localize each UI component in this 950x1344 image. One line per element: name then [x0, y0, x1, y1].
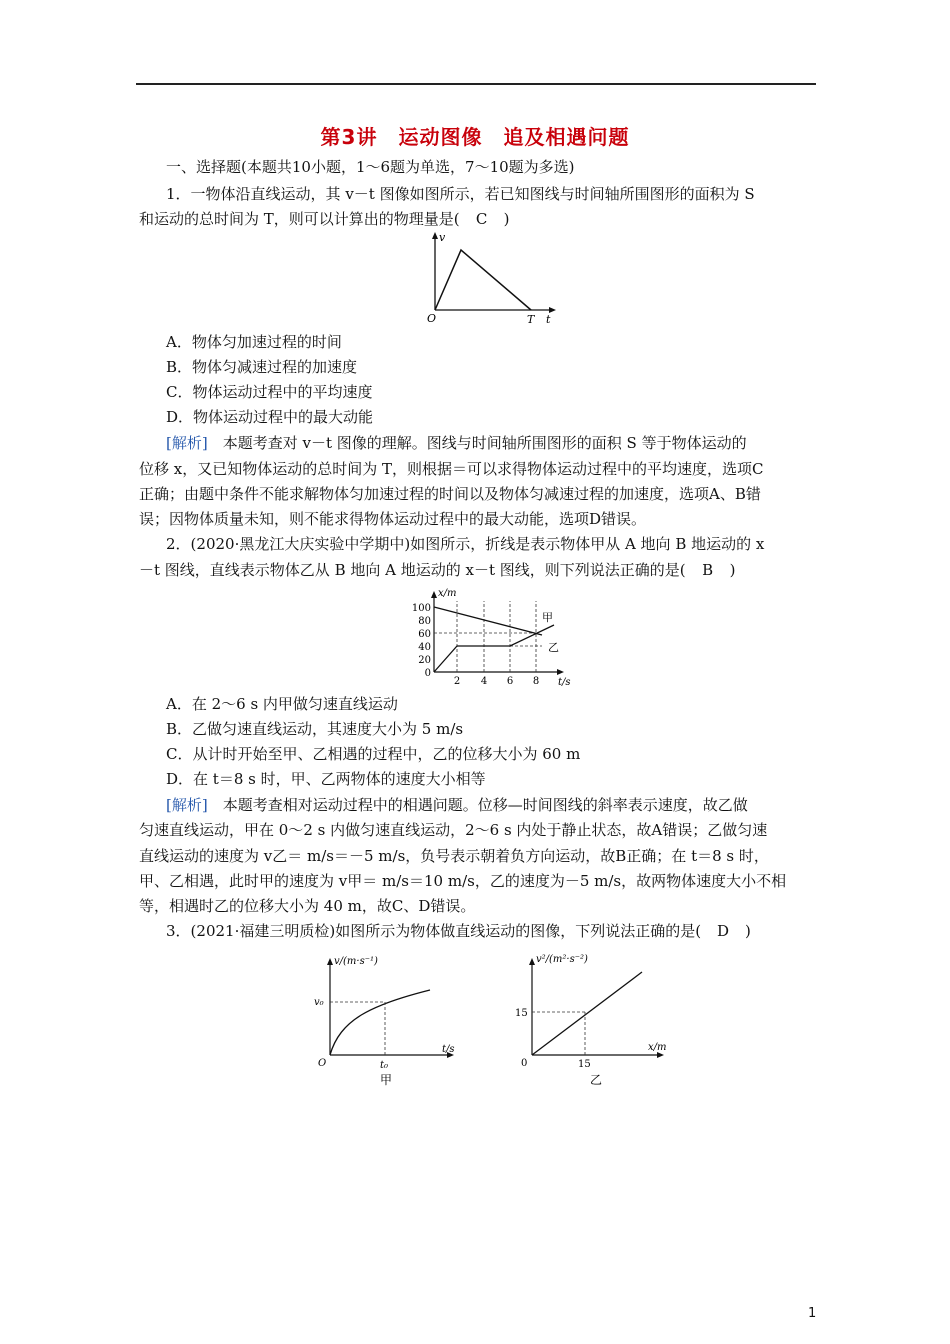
- q3-yi-xmark: 15: [578, 1059, 591, 1070]
- q1-option-c: C．物体运动过程中的平均速度: [166, 383, 373, 401]
- page-number: 1: [808, 1306, 817, 1321]
- q1-analysis-3: 正确；由题中条件不能求解物体匀加速过程的时间以及物体匀减速过程的加速度，选项A、B错: [139, 485, 761, 503]
- q1-x-label: t: [546, 313, 551, 326]
- header-rule: [136, 83, 816, 85]
- q2-xt-graph: [402, 585, 582, 690]
- q2-y-tick-20: 20: [418, 655, 431, 666]
- q2-line-yi: [434, 607, 542, 635]
- q1-answer: C: [475, 210, 488, 228]
- section-heading: 一、选择题(本题共10小题，1～6题为单选，7～10题为多选): [166, 158, 575, 176]
- q3-jia-y-label: v/(m·s⁻¹): [334, 956, 378, 967]
- q2-x-tick-2: 2: [453, 676, 461, 687]
- q1-vt-graph: [420, 228, 560, 328]
- q2-label-yi: 乙: [548, 641, 559, 654]
- q2-option-c: C．从计时开始至甲、乙相遇的过程中，乙的位移大小为 60 m: [166, 745, 581, 763]
- q1-line-1: 1．一物体沿直线运动，其 v－t 图像如图所示，若已知图线与时间轴所围图形的面积为 S: [166, 185, 755, 203]
- q2-option-d: D．在 t＝8 s 时，甲、乙两物体的速度大小相等: [166, 770, 486, 788]
- q3-jia-t0: t₀: [380, 1060, 389, 1071]
- q1-y-arrow: [432, 232, 438, 239]
- q2-analysis-2: 匀速直线运动，甲在 0～2 s 内做匀速直线运动，2～6 s 内处于静止状态，故A错误；乙做匀速: [139, 821, 768, 839]
- q1-analysis-4: 误；因物体质量未知，则不能求得物体运动过程中的最大动能，选项D错误。: [139, 510, 647, 528]
- q3-line: 3．(2021·福建三明质检)如图所示为物体做直线运动的图像，下列说法正确的是( D ): [166, 922, 751, 940]
- q3-yi-caption: 乙: [590, 1073, 603, 1087]
- q2-y-tick-0: 0: [424, 668, 431, 679]
- q2-y-tick-100: 100: [411, 603, 431, 614]
- q1-y-label: v: [439, 231, 446, 244]
- q1-vt-line: [435, 250, 531, 310]
- q2-y-tick-60: 60: [418, 629, 431, 640]
- q2-y-label: x/m: [438, 588, 457, 599]
- q3-jia-origin: O: [318, 1058, 327, 1069]
- q2-option-b: B．乙做匀速直线运动，其速度大小为 5 m/s: [166, 720, 464, 738]
- q1-analysis-2: 位移 x，又已知物体运动的总时间为 T，则根据＝可以求得物体运动过程中的平均速度，选项C: [139, 460, 764, 478]
- q3-jia-x-label: t/s: [442, 1044, 455, 1055]
- q3-answer: D: [717, 922, 730, 940]
- q1-origin: O: [427, 312, 437, 325]
- q2-y-tick-40: 40: [418, 642, 431, 653]
- q2-label-jia: 甲: [542, 611, 553, 624]
- q3-jia-v0: v₀: [314, 997, 324, 1008]
- q3-yi-ymark: 15: [515, 1008, 528, 1019]
- q3-yi-line: [532, 972, 642, 1055]
- q2-option-a: A．在 2～6 s 内甲做匀速直线运动: [166, 695, 398, 713]
- q2-x-label: t/s: [558, 677, 571, 688]
- q1-T-mark: T: [527, 313, 535, 326]
- q2-answer: B: [702, 561, 714, 579]
- q2-y-tick-80: 80: [418, 616, 431, 627]
- q3-jia-curve: [330, 990, 430, 1055]
- q1-option-a: A．物体匀加速过程的时间: [166, 333, 342, 351]
- q3-yi-x-label: x/m: [648, 1042, 667, 1053]
- q2-line-1: 2．(2020·黑龙江大庆实验中学期中)如图所示，折线是表示物体甲从 A 地向 B 地运动的 x: [166, 535, 765, 553]
- q2-x-tick-6: 6: [506, 676, 514, 687]
- q2-x-tick-8: 8: [532, 676, 540, 687]
- q1-analysis-tag: [解析]: [166, 434, 208, 452]
- q1-analysis-1: [解析] 本题考查对 v－t 图像的理解。图线与时间轴所围图形的面积 S 等于物体运动的: [166, 434, 747, 452]
- q3-graph-yi: [510, 950, 670, 1090]
- q2-analysis-tag: [解析]: [166, 796, 208, 814]
- q2-analysis-3: 直线运动的速度为 v乙＝ m/s＝－5 m/s，负号表示朝着负方向运动，故B正确；在 t＝8 s 时，: [139, 847, 769, 865]
- q3-yi-y-label: v²/(m²·s⁻²): [536, 954, 588, 965]
- q1-line-2: 和运动的总时间为 T，则可以计算出的物理量是( C ): [139, 210, 510, 228]
- q2-analysis-4: 甲、乙相遇，此时甲的速度为 v甲＝ m/s＝10 m/s，乙的速度为－5 m/s，故两物体速度大小不相: [139, 872, 787, 890]
- q3-yi-origin: 0: [521, 1058, 528, 1069]
- q2-x-tick-4: 4: [480, 676, 488, 687]
- page-title: 第3讲 运动图像 追及相遇问题: [320, 125, 630, 149]
- q2-analysis-1: [解析] 本题考查相对运动过程中的相遇问题。位移—时间图线的斜率表示速度，故乙做: [166, 796, 748, 814]
- q1-option-b: B．物体匀减速过程的加速度: [166, 358, 358, 376]
- q2-analysis-5: 等，相遇时乙的位移大小为 40 m，故C、D错误。: [139, 897, 476, 915]
- q2-line-2: －t 图线，直线表示物体乙从 B 地向 A 地运动的 x－t 图线，则下列说法正确的是( B ): [139, 561, 736, 579]
- q3-jia-caption: 甲: [380, 1073, 393, 1087]
- q1-option-d: D．物体运动过程中的最大动能: [166, 408, 374, 426]
- q3-graph-jia: [310, 950, 460, 1090]
